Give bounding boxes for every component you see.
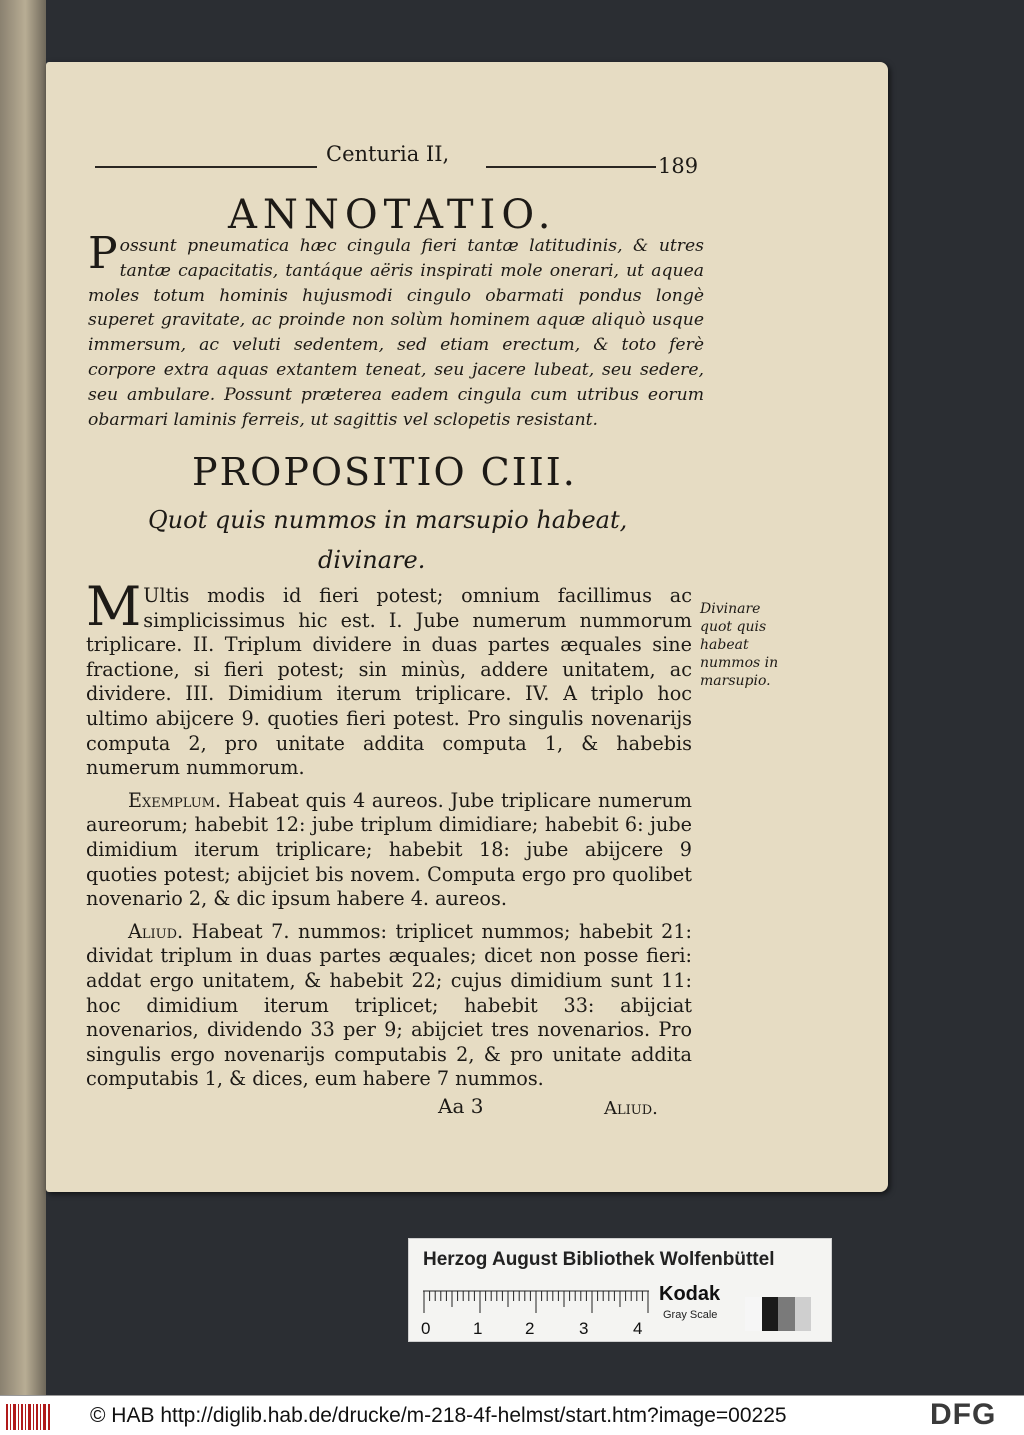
- propositio-subtitle-line1: Quot quis nummos in marsupio habeat,: [148, 506, 628, 534]
- gray-scale-patches: [745, 1297, 811, 1331]
- footer-bar: [0, 1395, 1024, 1435]
- annotatio-heading: ANNOTATIO.: [228, 192, 557, 238]
- gray-patch-mid: [778, 1297, 795, 1331]
- exemplum-lead: Exemplum.: [128, 788, 222, 812]
- source-link[interactable]: © HAB http://diglib.hab.de/drucke/m-218-4f-helmst/start.htm?image=00225: [90, 1404, 787, 1427]
- annotatio-paragraph: ossunt pneumatica hæc cingula fieri tantæ latitudinis, & utres tantæ capacitatis, tantáque aëris inspirati mole onerari, ut aquea moles totum hominis hujusmodi cingulo obarmati pondus longè superet gravitate, ac proinde non solùm hominem aquæ aliquò usque immersum, ac veluti sedentem, sed etiam erectum, & toto ferè corpore extra aquas extantem teneat, seu jacere lubeat, seu sedere, seu ambulare. Possunt præterea eadem cingula cum utribus eorum obarmari laminis ferreis, ut sagittis vel sclopetis resistant.: [88, 236, 704, 430]
- folio-number: 189: [658, 154, 699, 178]
- ruler-labels: [421, 1319, 661, 1339]
- library-name: Herzog August Bibliothek Wolfenbüttel: [423, 1249, 775, 1270]
- library-color-label: [408, 1238, 832, 1342]
- ruler-label-4: 4: [633, 1319, 643, 1338]
- body-paragraph-2: [86, 789, 692, 912]
- running-head: Centuria II,: [326, 142, 450, 166]
- body-paragraph-2-text: Habeat quis 4 aureos. Jube triplicare numerum aureorum; habebit 12: jube triplum dimidiare; habebit 6: jube dimidium iterum triplicare; habebit 18: jube abijcere 9 quoties potest; abijciet bis novem. Computa ergo pro quolibet novenario 2, & dic ipsum habere 4. aureos.: [86, 788, 692, 911]
- ruler-label-1: 1: [473, 1319, 483, 1338]
- dfg-logo: DFG: [930, 1398, 997, 1431]
- kodak-gray-scale-text: Gray Scale: [663, 1309, 718, 1321]
- head-rule-left: [95, 166, 317, 168]
- kodak-logo: Kodak: [659, 1283, 721, 1305]
- gray-patch-black: [762, 1297, 779, 1331]
- barcode-icon: [6, 1404, 50, 1430]
- ruler-label-2: 2: [525, 1319, 535, 1338]
- aliud-lead: Aliud.: [128, 919, 184, 943]
- head-rule-right: [486, 166, 656, 168]
- propositio-subtitle-line2: divinare.: [318, 546, 426, 574]
- body-paragraph-1-text: Ultis modis id fieri potest; omnium facillimus ac simplicissimus hic est. I. Jube numerum nummorum triplicare. II. Triplum dividere in duas partes æquales sine fractione, si fieri potest; sin minùs, addere unitatem, ac dividere. III. Dimidium iterum triplicare. IV. A triplo hoc ultimo abijcere 9. quoties fieri potest. Pro singulis novenarijs computa 2, pro unitate addita computa 1, & habebis numerum nummorum.: [86, 584, 692, 780]
- propositio-body: [86, 575, 692, 1100]
- body-paragraph-3: [86, 920, 692, 1092]
- body-paragraph-1: [86, 575, 692, 781]
- annotatio-text: [88, 228, 704, 432]
- annotatio-dropcap: P: [88, 228, 118, 279]
- signature-mark: Aa 3: [438, 1094, 484, 1118]
- margin-note: Divinare quot quis habeat nummos in marsupio.: [700, 601, 779, 689]
- gray-patch-white: [745, 1297, 762, 1331]
- body-dropcap: M: [86, 575, 142, 638]
- ruler-label-0: 0: [421, 1319, 431, 1338]
- ruler-label-3: 3: [579, 1319, 589, 1338]
- catchword: Aliud.: [604, 1098, 658, 1119]
- previous-page-edge: [0, 0, 46, 1395]
- scale-ruler: [423, 1289, 649, 1315]
- propositio-heading: PROPOSITIO CIII.: [192, 450, 577, 494]
- gray-patch-light: [795, 1297, 812, 1331]
- body-paragraph-3-text: Habeat 7. nummos: triplicet nummos; habebit 21: dividat triplum in duas partes æquales; dicet non posse fieri: addat ergo unitatem, & habebit 22; cujus dimidium sunt 11: hoc dimidium iterum triplicet; habebit 33: abijciat novenarios, dividendo 33 per 9; abijciet tres novenarios. Pro singulis ergo novenarijs computabis 2, & pro unitate addita computabis 1, & dices, eum habere 7 nummos.: [86, 919, 692, 1091]
